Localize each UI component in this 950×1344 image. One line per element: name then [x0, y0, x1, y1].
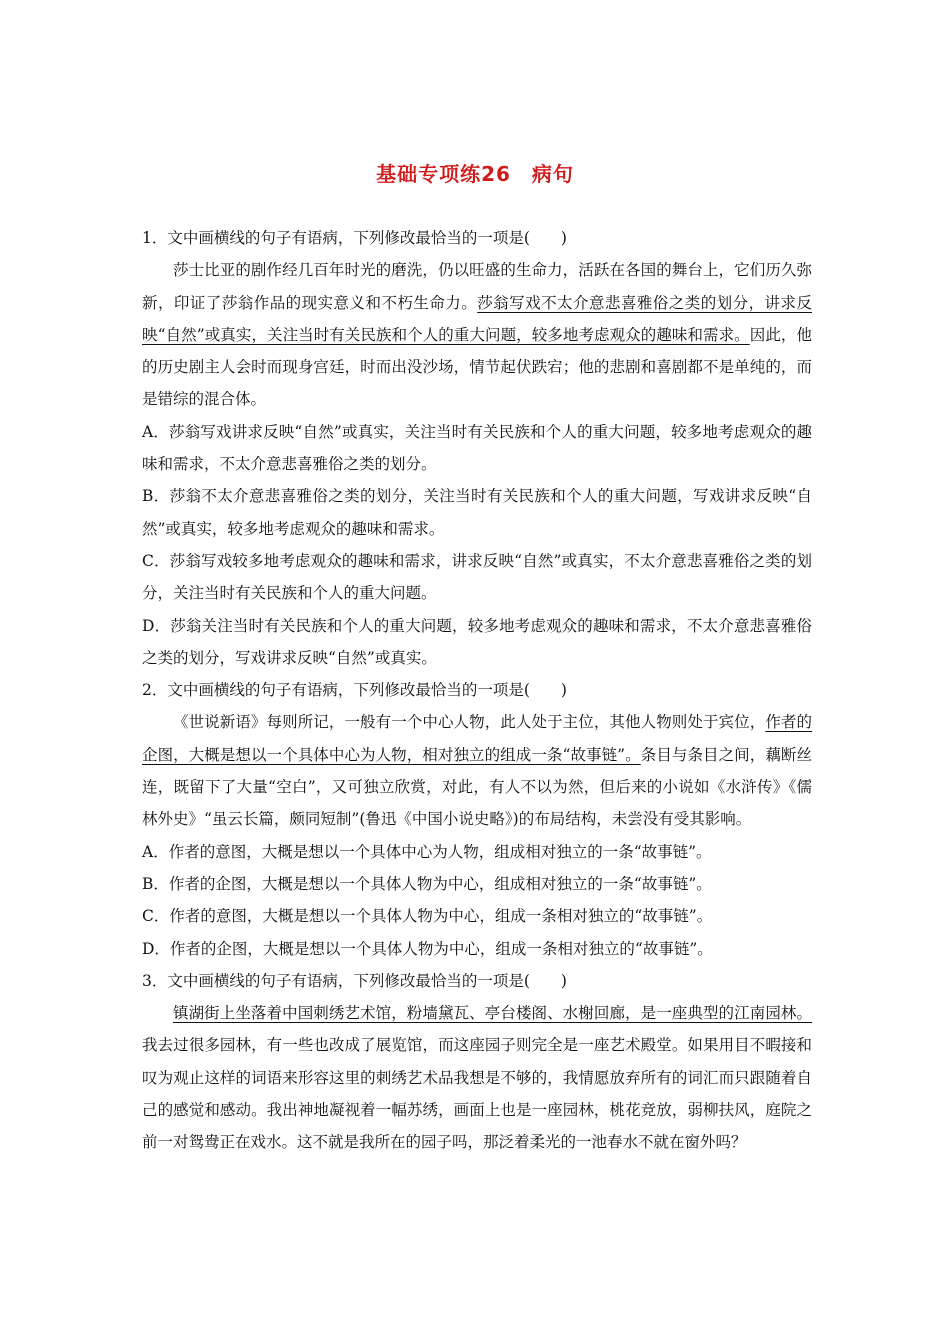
underlined-sentence: 莎翁写戏不太介意悲喜雅俗之类的划分，讲求反映“自然”或真实，关注当时有关民族和个人的重大问题，较多地考虑观众的趣味和需求。: [142, 293, 812, 344]
question-1-option-a: A．莎翁写戏讲求反映“自然”或真实，关注当时有关民族和个人的重大问题，较多地考虑观众的趣味和需求，不太介意悲喜雅俗之类的划分。: [142, 422, 812, 474]
passage-text: 《世说新语》每则所记，一般有一个中心人物，此人处于主位，其他人物则处于宾位，: [173, 713, 766, 732]
question-2-option-d: D．作者的企图，大概是想以一个具体人物为中心，组成一条相对独立的“故事链”。: [142, 939, 713, 958]
question-1-option-d: D．莎翁关注当时有关民族和个人的重大问题，较多地考虑观众的趣味和需求，不太介意悲喜雅俗之类的划分，写戏讲求反映“自然”或真实。: [142, 616, 812, 667]
underlined-sentence: 作者的企图，大概是想以一个具体中心为人物，相对独立的组成一条“故事链”。: [142, 713, 812, 764]
question-1-stem: 1．文中画横线的句子有语病，下列修改最恰当的一项是( ): [142, 229, 567, 247]
question-1-passage: [142, 254, 812, 415]
underlined-sentence: 镇湖街上坐落着中国刺绣艺术馆，粉墙黛瓦、亭台楼阁、水榭回廊，是一座典型的江南园林。: [173, 1004, 812, 1023]
passage-text: 条目与条目之间，藕断丝连，既留下了大量“空白”，又可独立欣赏，对此，有人不以为然，但后来的小说如《水浒传》《儒林外史》“虽云长篇，颇同短制”(鲁迅《中国小说史略》)的布局结构，未尝没有受其影响。: [142, 745, 812, 829]
question-3-passage: [142, 997, 812, 1158]
question-2-option-b: B．作者的企图，大概是想以一个具体人物为中心，组成相对独立的一条“故事链”。: [142, 874, 712, 893]
document-body: [142, 222, 812, 1159]
question-2-stem: 2．文中画横线的句子有语病，下列修改最恰当的一项是( ): [142, 681, 567, 700]
question-2-passage: [142, 706, 812, 835]
question-1-option-c: C．莎翁写戏较多地考虑观众的趣味和需求，讲求反映“自然”或真实，不太介意悲喜雅俗之类的划分，关注当时有关民族和个人的重大问题。: [142, 551, 812, 603]
question-2-option-a: A．作者的意图，大概是想以一个具体中心为人物，组成相对独立的一条“故事链”。: [142, 842, 712, 861]
passage-text: 莎士比亚的剧作经几百年时光的磨洗，仍以旺盛的生命力，活跃在各国的舞台上，它们历久弥新，印证了莎翁作品的现实意义和不朽生命力。: [142, 261, 812, 312]
question-2-option-c: C．作者的意图，大概是想以一个具体人物为中心，组成一条相对独立的“故事链”。: [142, 907, 713, 926]
question-1-option-b: B．莎翁不太介意悲喜雅俗之类的划分，关注当时有关民族和个人的重大问题，写戏讲求反映“自然”或真实，较多地考虑观众的趣味和需求。: [142, 487, 812, 538]
page-title: 基础专项练26 病句: [376, 162, 574, 186]
question-3-stem: 3．文中画横线的句子有语病，下列修改最恰当的一项是( ): [142, 971, 567, 990]
passage-text: 我去过很多园林，有一些也改成了展览馆，而这座园子则完全是一座艺术殿堂。如果用目不暇接和叹为观止这样的词语来形容这里的刺绣艺术品我想是不够的，我情愿放弃所有的词汇而只跟随着自己的感觉和感动。我出神地凝视着一幅苏绣，画面上也是一座园林，桃花竞放，弱柳扶风，庭院之前一对鸳鸯正在戏水。这不就是我所在的园子吗，那泛着柔光的一池春水不就在窗外吗？: [142, 1036, 812, 1152]
passage-text: 因此，他的历史剧主人会时而现身宫廷，时而出没沙场，情节起伏跌宕；他的悲剧和喜剧都不是单纯的，而是错综的混合体。: [142, 325, 812, 409]
